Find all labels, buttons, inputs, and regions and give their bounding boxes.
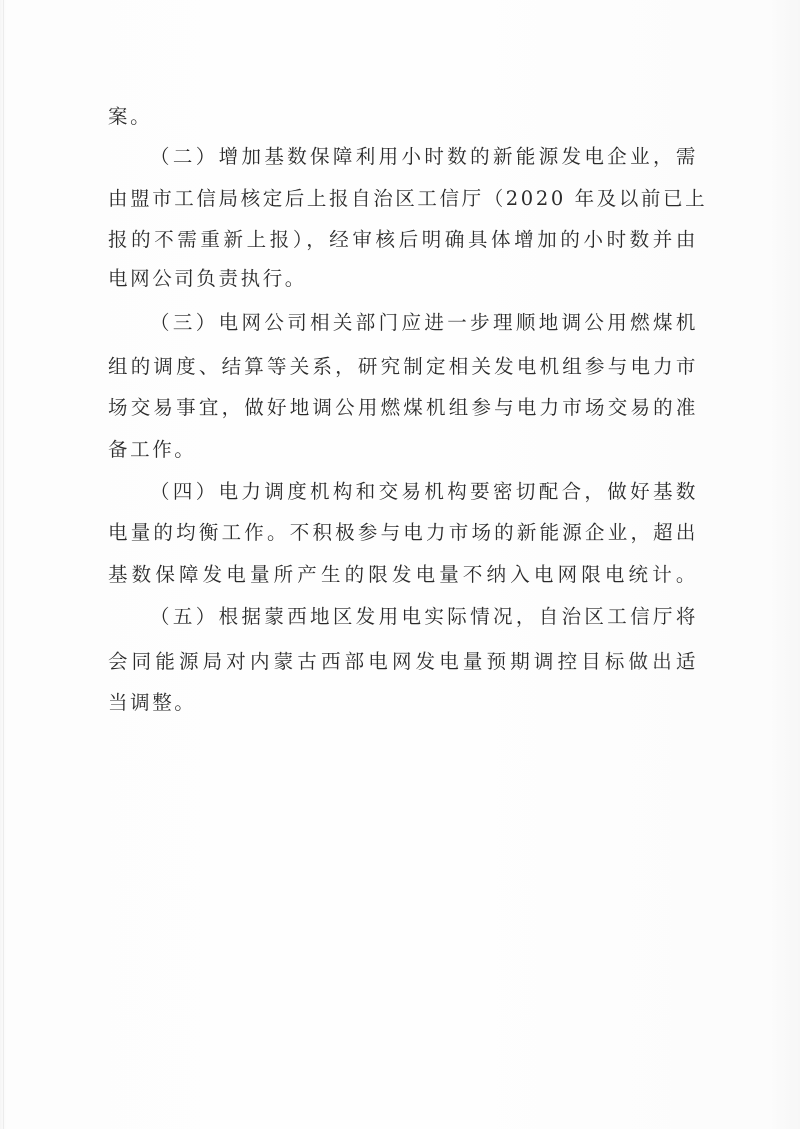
text-line: 备工作。 (108, 438, 197, 461)
text-line: 会同能源局对内蒙古西部电网发电量预期调控目标做出适 (108, 650, 698, 673)
text-line: 案。 (108, 105, 153, 128)
text-line: 由盟市工信局核定后上报自治区工信厅（2020 年及以前已上 (108, 187, 708, 210)
text-line: 场交易事宜，做好地调公用燃煤机组参与电力市场交易的准 (108, 396, 698, 419)
text-line: （四）电力调度机构和交易机构要密切配合，做好基数 (150, 480, 698, 503)
text-line: 报的不需重新上报），经审核后明确具体增加的小时数并由 (108, 228, 698, 251)
text-line: 基数保障发电量所产生的限发电量不纳入电网限电统计。 (108, 563, 698, 586)
text-line: （五）根据蒙西地区发用电实际情况，自治区工信厅将 (150, 605, 698, 628)
text-line: （二）增加基数保障利用小时数的新能源发电企业，需 (150, 145, 698, 168)
text-line: 电网公司负责执行。 (108, 267, 307, 290)
text-line: （三）电网公司相关部门应进一步理顺地调公用燃煤机 (150, 311, 698, 334)
text-line: 组的调度、结算等关系，研究制定相关发电机组参与电力市 (108, 355, 698, 378)
text-line: 当调整。 (108, 691, 197, 714)
scan-edge (3, 0, 4, 1129)
text-line: 电量的均衡工作。不积极参与电力市场的新能源企业，超出 (108, 521, 698, 544)
